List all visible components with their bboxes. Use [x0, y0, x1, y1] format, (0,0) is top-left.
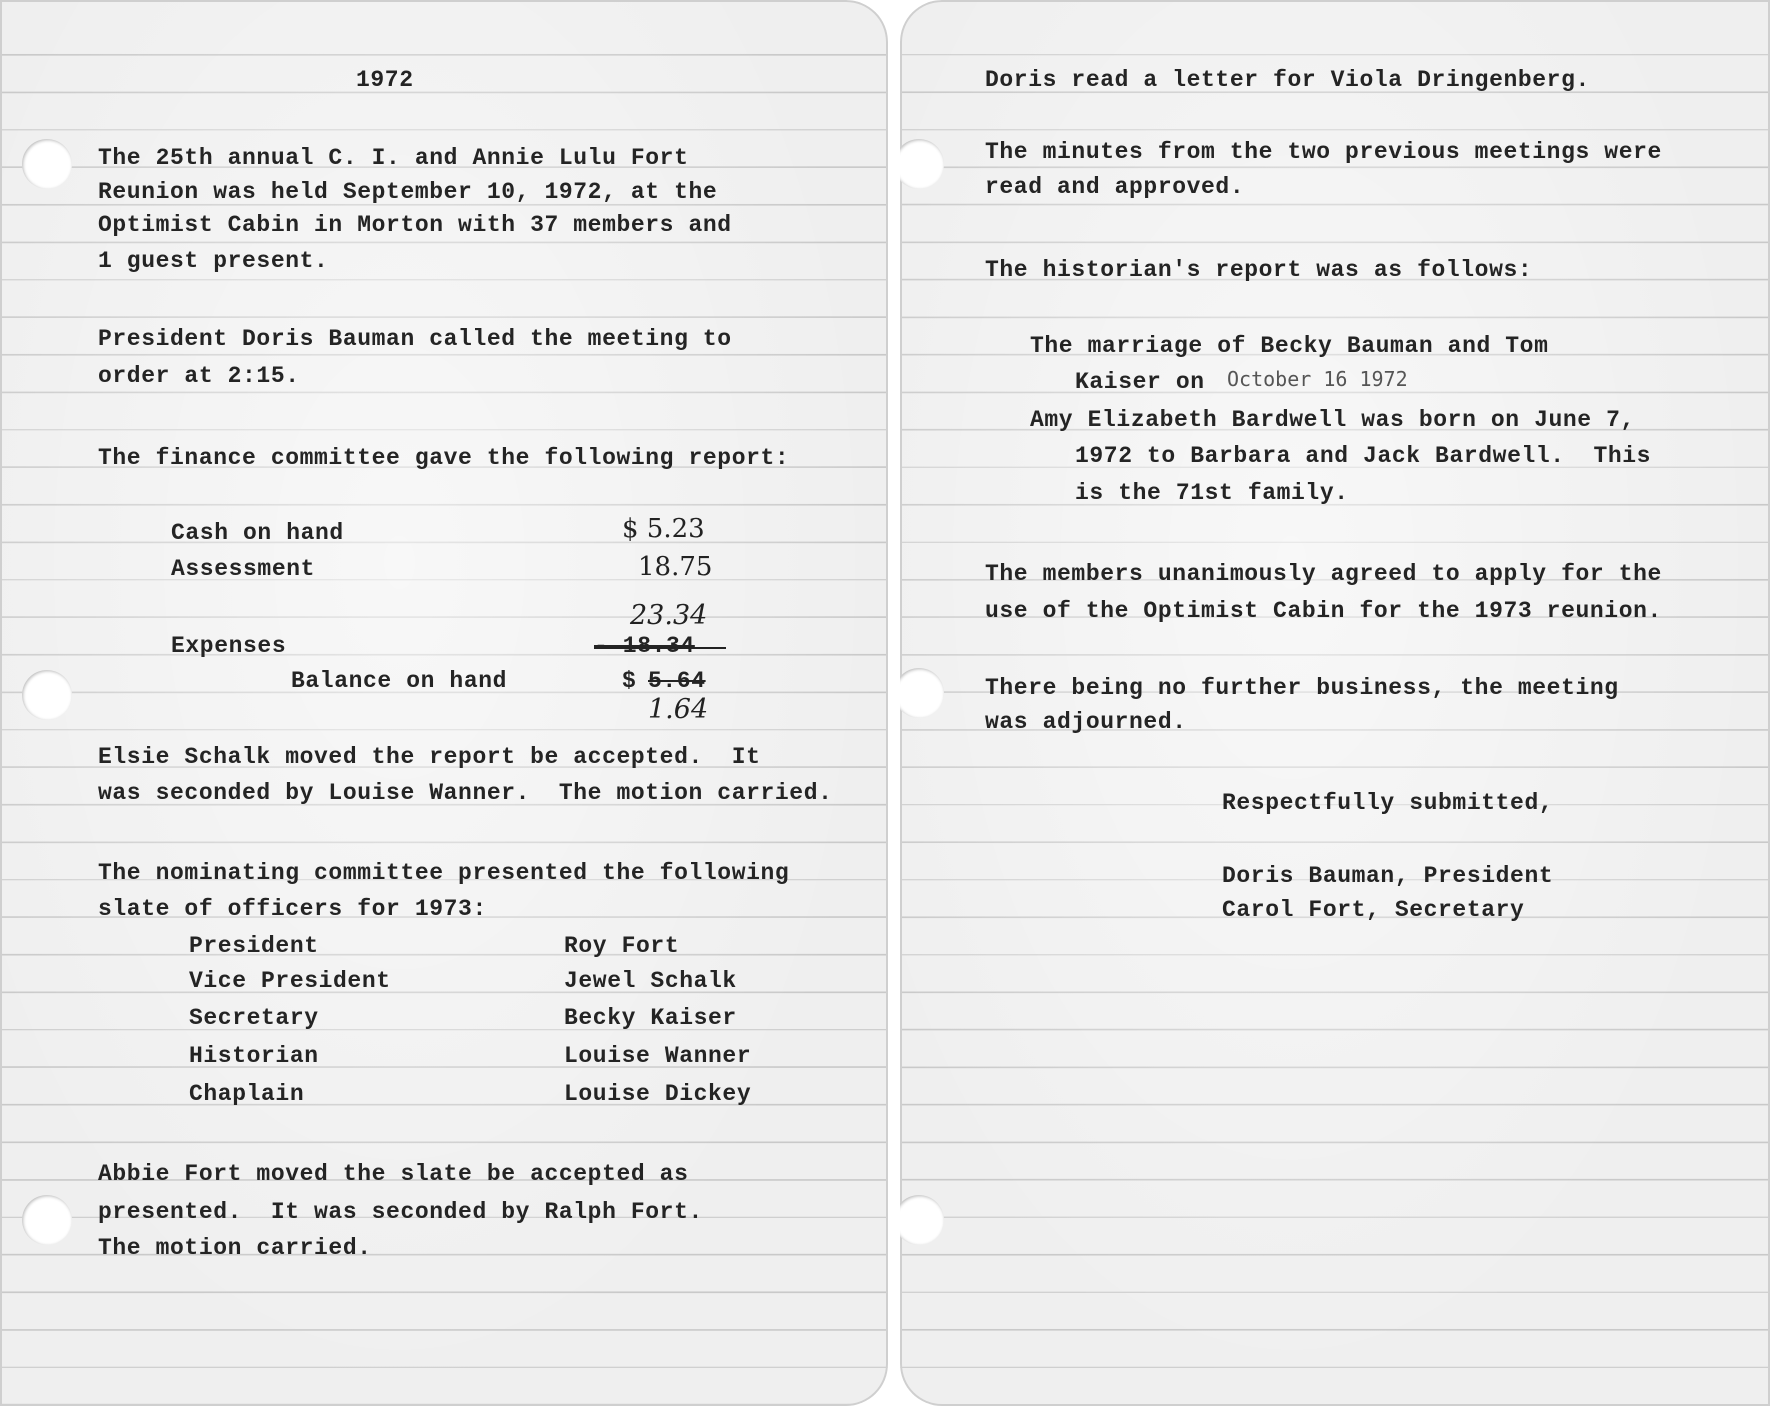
officer-name: Louise Wanner [564, 1043, 752, 1069]
call-to-order-line: President Doris Bauman called the meeting to [98, 326, 732, 352]
balance-handwritten: 1.64 [648, 694, 709, 725]
slate-motion-line: The motion carried. [98, 1235, 372, 1261]
year-heading: 1972 [356, 67, 414, 93]
punch-hole [22, 670, 72, 720]
motion-line: was seconded by Louise Wanner. The motion carried. [98, 780, 833, 806]
cash-value: $ 5.23 [622, 514, 705, 544]
cash-label: Cash on hand [171, 520, 344, 546]
officer-name: Louise Dickey [564, 1081, 752, 1107]
intro-line: Optimist Cabin in Morton with 37 members and [98, 212, 732, 238]
birth-line: Amy Elizabeth Bardwell was born on June 7, [1030, 407, 1635, 433]
motion-line: Elsie Schalk moved the report be accepted. It [98, 744, 761, 770]
punch-hole [900, 668, 944, 718]
right-page [900, 0, 1770, 1406]
punch-hole [22, 1195, 72, 1245]
officer-role: Historian [189, 1043, 319, 1069]
balance-value-crossed: 5.64 [648, 668, 706, 694]
intro-line: The 25th annual C. I. and Annie Lulu Fort [98, 145, 689, 171]
slate-motion-line: presented. It was seconded by Ralph Fort. [98, 1199, 703, 1225]
birth-line: 1972 to Barbara and Jack Bardwell. This [1075, 443, 1652, 469]
assessment-value: 18.75 [638, 552, 713, 582]
marriage-date: October 16 1972 [1227, 367, 1408, 391]
subtotal-handwritten: 23.34 [630, 600, 708, 631]
minutes-line: read and approved. [985, 174, 1245, 200]
historian-intro: The historian's report was as follows: [985, 257, 1533, 283]
adjourn-line: There being no further business, the meeting [985, 675, 1619, 701]
finance-intro: The finance committee gave the following report: [98, 445, 790, 471]
balance-label: Balance on hand [291, 668, 508, 694]
intro-line: Reunion was held September 10, 1972, at the [98, 179, 718, 205]
expenses-label: Expenses [171, 633, 287, 659]
assessment-label: Assessment [171, 556, 316, 582]
cabin-line: use of the Optimist Cabin for the 1973 reunion. [985, 598, 1662, 624]
intro-line: 1 guest present. [98, 248, 329, 274]
expenses-value: - 18.34 [594, 633, 695, 659]
officer-role: Chaplain [189, 1081, 305, 1107]
closing: Respectfully submitted, [1222, 790, 1554, 816]
nominating-line: The nominating committee presented the following [98, 860, 790, 886]
officer-role: President [189, 933, 319, 959]
cabin-line: The members unanimously agreed to apply for the [985, 561, 1662, 587]
punch-hole [900, 139, 944, 189]
birth-line: is the 71st family. [1075, 480, 1349, 506]
signature-line: Carol Fort, Secretary [1222, 897, 1525, 923]
officer-role: Secretary [189, 1005, 319, 1031]
officer-name: Becky Kaiser [564, 1005, 737, 1031]
call-to-order-line: order at 2:15. [98, 363, 300, 389]
nominating-line: slate of officers for 1973: [98, 896, 487, 922]
officer-name: Roy Fort [564, 933, 680, 959]
letter-line: Doris read a letter for Viola Dringenberg. [985, 67, 1590, 93]
punch-hole [900, 1195, 944, 1245]
officer-name: Jewel Schalk [564, 968, 737, 994]
signature-line: Doris Bauman, President [1222, 863, 1554, 889]
slate-motion-line: Abbie Fort moved the slate be accepted as [98, 1161, 689, 1187]
punch-hole [22, 139, 72, 189]
balance-dollar: $ [622, 668, 637, 694]
officer-role: Vice President [189, 968, 391, 994]
minutes-line: The minutes from the two previous meetings were [985, 139, 1662, 165]
adjourn-line: was adjourned. [985, 709, 1187, 735]
marriage-line: Kaiser on [1075, 369, 1205, 395]
marriage-line: The marriage of Becky Bauman and Tom [1030, 333, 1549, 359]
